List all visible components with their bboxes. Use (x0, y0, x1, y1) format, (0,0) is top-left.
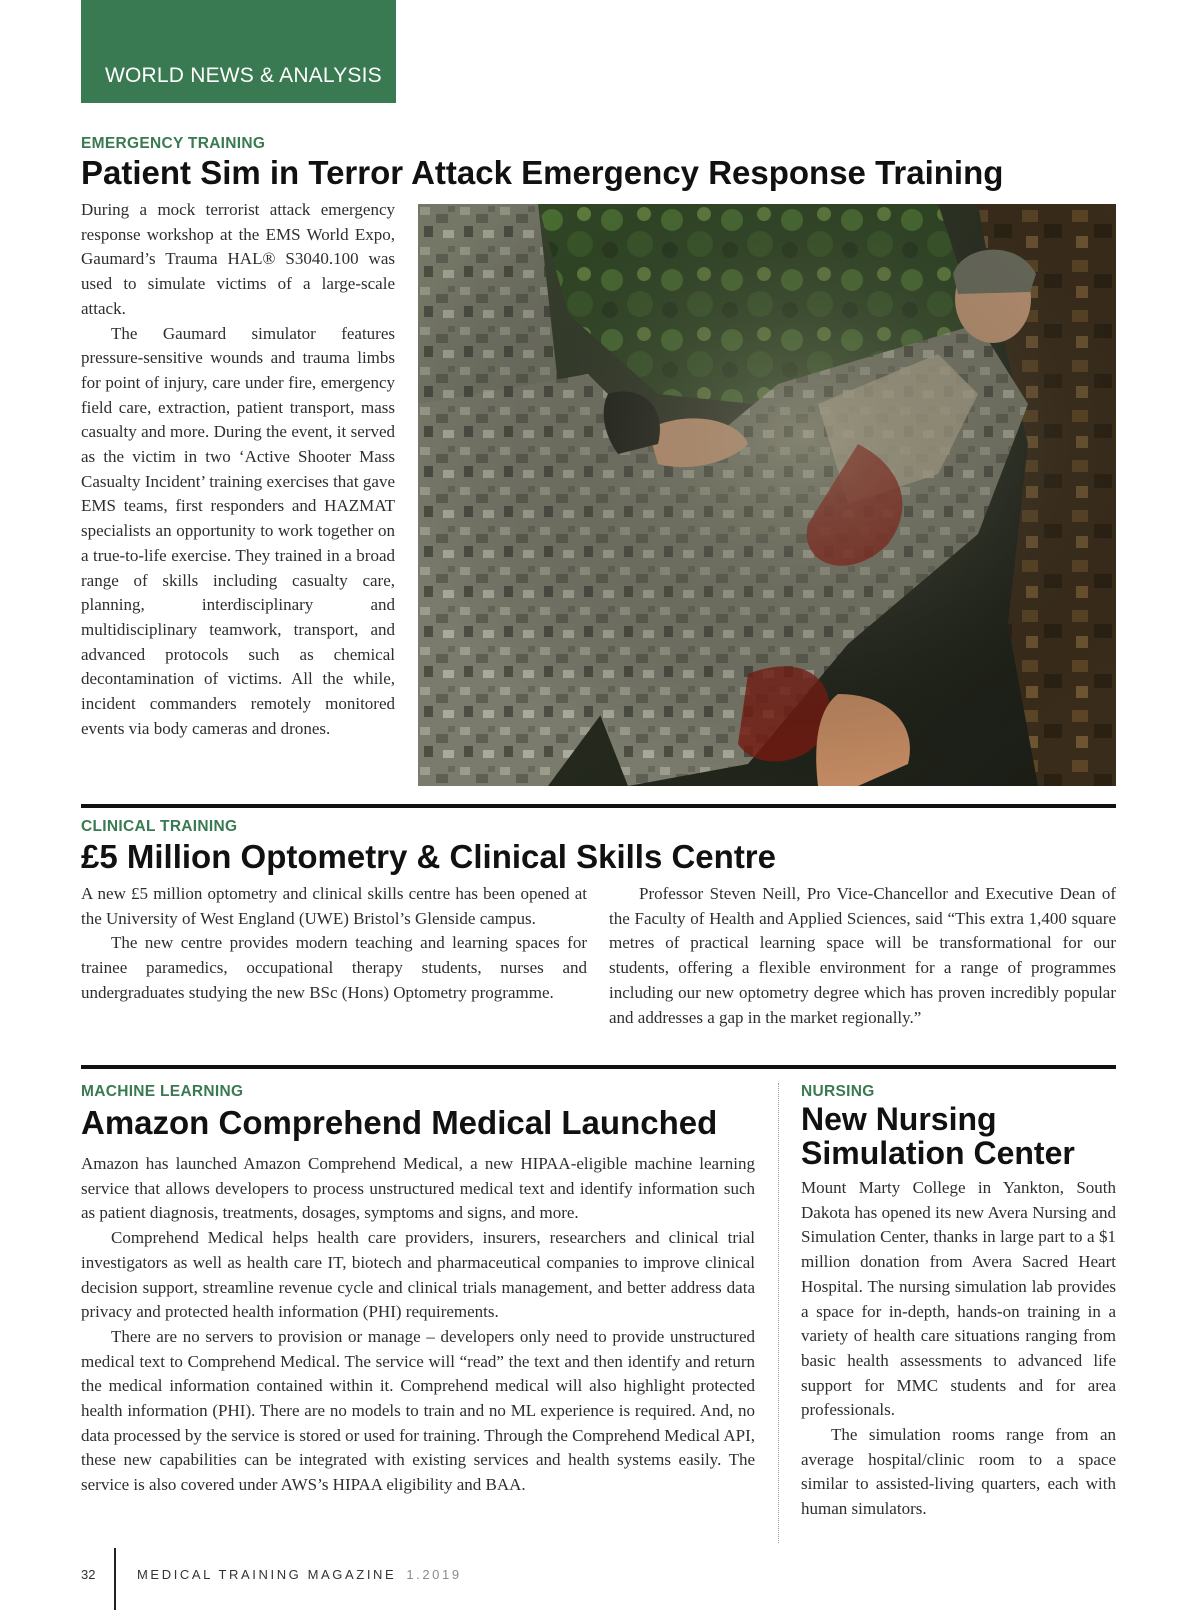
article4-body (801, 1176, 1116, 1522)
column-divider (778, 1083, 779, 1543)
patient-simulator-illustration (418, 204, 1116, 786)
article4-title-line2: Simulation Center (801, 1135, 1075, 1171)
article4-paragraph: The simulation rooms range from an average hospital/clinic room to a space similar to assisted-living quarters, each with human simulators. (801, 1425, 1116, 1519)
article2-title: £5 Million Optometry & Clinical Skills Centre (81, 838, 776, 875)
page-number: 32 (81, 1567, 96, 1582)
issue-date: 1.2019 (406, 1567, 462, 1582)
article3-body (81, 1152, 755, 1498)
article3-kicker: MACHINE LEARNING (81, 1083, 244, 1100)
article2-paragraph: A new £5 million optometry and clinical skills centre has been opened at the University of West England (UWE) Bristol’s Glenside campus. (81, 884, 587, 928)
article2-body-right (609, 882, 1116, 1030)
article3-paragraph: There are no servers to provision or manage – developers only need to provide unstructured medical text to Comprehend Medical. The service will “read” the text and then identify and return the medical information contained within it. Comprehend medical will also highlight protected health information (PHI). There are no models to train and no ML experience is required. And, no data processed by the service is stored or used for training. Through the Comprehend Medical API, these new capabilities can be integrated with existing services and health systems easily. The service is also covered under AWS’s HIPAA eligibility and BAA. (81, 1326, 755, 1495)
article1-paragraph: The Gaumard simulator features pressure-sensitive wounds and trauma limbs for point of injury, care under fire, emergency field care, extraction, patient transport, mass casualty and more. During the event, it served as the victim in two ‘Active Shooter Mass Casualty Incident’ training exercises that gave EMS teams, first responders and HAZMAT specialists an opportunity to work together on a true-to-life exercise. They trained in a broad range of skills including casualty care, planning, interdisciplinary and multidisciplinary teamwork, transport, and advanced protocols such as chemical decontamination of victims. All the while, incident commanders remotely monitored events via body cameras and drones. (81, 323, 395, 738)
article2-paragraph: The new centre provides modern teaching and learning spaces for trainee paramedics, occupational therapy students, nurses and undergraduates studying the new BSc (Hons) Optometry programme. (81, 933, 587, 1002)
magazine-name: MEDICAL TRAINING MAGAZINE (137, 1567, 397, 1582)
article3-title: Amazon Comprehend Medical Launched (81, 1104, 718, 1141)
article4-title (801, 1102, 1075, 1170)
footer-divider (114, 1548, 116, 1610)
article2-body-left (81, 882, 587, 1006)
article2-paragraph: Professor Steven Neill, Pro Vice-Chancellor and Executive Dean of the Faculty of Health and Applied Sciences, said “This extra 1,400 square metres of practical learning space will be transformational for our students, offering a flexible environment for a range of programmes including our new optometry degree which has proven incredibly popular and addresses a gap in the market regionally.” (609, 884, 1116, 1027)
article1-title: Patient Sim in Terror Attack Emergency Response Training (81, 154, 1004, 191)
article1-paragraph: During a mock terrorist attack emergency response workshop at the EMS World Expo, Gaumard’s Trauma HAL® S3040.100 was used to simulate victims of a large-scale attack. (81, 200, 395, 318)
article4-paragraph: Mount Marty College in Yankton, South Dakota has opened its new Avera Nursing and Simulation Center, thanks in large part to a $1 million donation from Avera Sacred Heart Hospital. The nursing simulation lab provides a space for in-depth, hands-on training in a variety of health care situations ranging from basic health assessments to advanced life support for MMC students and for area professionals. (801, 1178, 1116, 1420)
article1-body (81, 198, 395, 741)
section-divider (81, 804, 1116, 808)
article3-paragraph: Comprehend Medical helps health care providers, insurers, researchers and clinical trial investigators as well as health care IT, biotech and pharmaceutical companies to improve clinical decision support, streamline revenue cycle and clinical trials management, and better address data privacy and protected health information (PHI) requirements. (81, 1228, 755, 1322)
section-banner (81, 0, 396, 103)
section-banner-label: WORLD NEWS & ANALYSIS (105, 64, 382, 87)
section-divider (81, 1065, 1116, 1069)
article3-paragraph: Amazon has launched Amazon Comprehend Medical, a new HIPAA-eligible machine learning service that allows developers to process unstructured medical text and identify information such as patient diagnosis, treatments, dosages, symptoms and signs, and more. (81, 1154, 755, 1223)
article2-kicker: CLINICAL TRAINING (81, 818, 238, 835)
magazine-footer (137, 1567, 462, 1582)
article4-title-line1: New Nursing (801, 1101, 997, 1137)
patient-simulator-photo (418, 204, 1116, 786)
article4-kicker: NURSING (801, 1083, 875, 1100)
article1-kicker: EMERGENCY TRAINING (81, 135, 266, 152)
